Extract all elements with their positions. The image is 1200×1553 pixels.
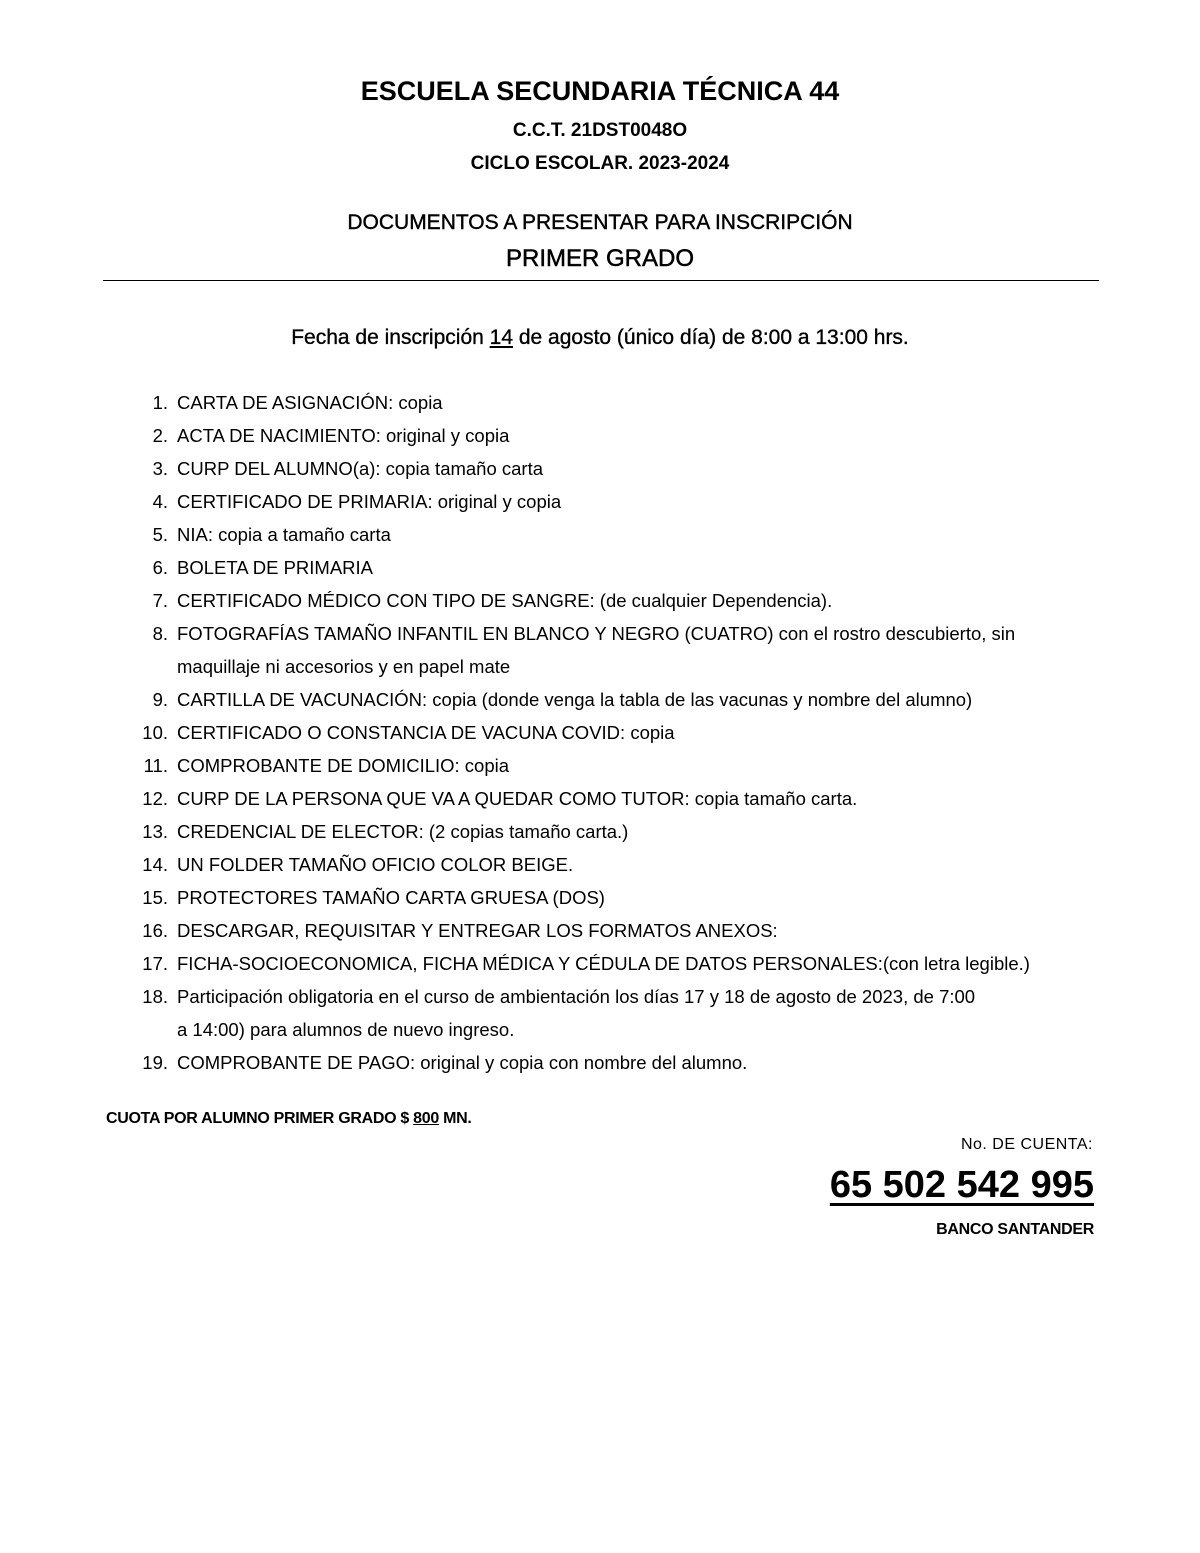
- list-item-number: 10.: [142, 722, 168, 743]
- list-item-text: FOTOGRAFÍAS TAMAÑO INFANTIL EN BLANCO Y NEGRO (CUATRO) con el rostro descubierto, sin: [177, 623, 1016, 644]
- school-name: ESCUELA SECUNDARIA TÉCNICA 44: [360, 76, 840, 106]
- list-item-text: Participación obligatoria en el curso de ambientación los días 17 y 18 de agosto de 2023, de 7:00: [177, 986, 976, 1007]
- fee-prefix: CUOTA POR ALUMNO PRIMER GRADO $: [106, 1110, 414, 1127]
- list-item-text: BOLETA DE PRIMARIA: [177, 557, 374, 578]
- documents-list: [130, 386, 1110, 1079]
- account-label: No. DE CUENTA:: [960, 1136, 1093, 1153]
- list-item-number: 9.: [152, 689, 168, 710]
- list-item-text: DESCARGAR, REQUISITAR Y ENTREGAR LOS FORMATOS ANEXOS:: [177, 920, 778, 941]
- grade-title: PRIMER GRADO: [505, 245, 694, 272]
- list-item-number: 17.: [142, 953, 168, 974]
- list-item-number: 8.: [152, 623, 168, 644]
- list-item: [130, 1046, 1110, 1079]
- account-number: 65 502 542 995: [829, 1164, 1094, 1206]
- list-item-number: 13.: [142, 821, 168, 842]
- list-item-text: COMPROBANTE DE PAGO: original y copia con nombre del alumno.: [177, 1052, 748, 1073]
- registration-date-day: 14: [489, 326, 513, 349]
- list-item-text: CURP DEL ALUMNO(a): copia tamaño carta: [177, 458, 544, 479]
- list-item-text: PROTECTORES TAMAÑO CARTA GRUESA (DOS): [177, 887, 605, 908]
- list-item-text: CREDENCIAL DE ELECTOR: (2 copias tamaño carta.): [177, 821, 629, 842]
- list-item-text-continued: maquillaje ni accesorios y en papel mate: [177, 656, 511, 677]
- registration-date-suffix: de agosto (único día) de 8:00 a 13:00 hrs.: [513, 326, 909, 349]
- fee-line: [106, 1110, 472, 1128]
- list-item: [130, 518, 1110, 551]
- list-item: [130, 980, 1110, 1046]
- bank-name: BANCO SANTANDER: [936, 1221, 1094, 1238]
- list-item-text: COMPROBANTE DE DOMICILIO: copia: [177, 755, 510, 776]
- list-item: [130, 947, 1110, 980]
- list-item-text: CARTA DE ASIGNACIÓN: copia: [177, 392, 443, 413]
- list-item-number: 16.: [142, 920, 168, 941]
- school-cct: C.C.T. 21DST0048O: [512, 120, 688, 141]
- list-item: [130, 683, 1110, 716]
- list-item-number: 5.: [152, 524, 168, 545]
- header-divider: [103, 280, 1099, 281]
- list-item: [130, 386, 1110, 419]
- list-item-text: FICHA-SOCIOECONOMICA, FICHA MÉDICA Y CÉDULA DE DATOS PERSONALES:(con letra legible.): [177, 953, 1030, 974]
- list-item-number: 19.: [142, 1052, 168, 1073]
- list-item: [130, 782, 1110, 815]
- list-item-number: 11.: [143, 755, 168, 776]
- list-item-number: 1.: [152, 392, 168, 413]
- list-item-number: 7.: [152, 590, 168, 611]
- list-item-number: 14.: [142, 854, 168, 875]
- registration-date: [0, 326, 1200, 350]
- list-item: [130, 419, 1110, 452]
- fee-amount: 800: [413, 1110, 439, 1127]
- list-item: [130, 914, 1110, 947]
- list-item-number: 4.: [152, 491, 168, 512]
- list-item: [130, 617, 1110, 683]
- list-item: [130, 485, 1110, 518]
- documents-title: DOCUMENTOS A PRESENTAR PARA INSCRIPCIÓN: [347, 211, 853, 234]
- list-item: [130, 584, 1110, 617]
- list-item-text: CERTIFICADO MÉDICO CON TIPO DE SANGRE: (de cualquier Dependencia).: [177, 590, 833, 611]
- list-item-number: 6.: [152, 557, 168, 578]
- list-item-number: 3.: [152, 458, 168, 479]
- list-item-text: ACTA DE NACIMIENTO: original y copia: [177, 425, 510, 446]
- list-item-text: CERTIFICADO O CONSTANCIA DE VACUNA COVID: copia: [177, 722, 675, 743]
- list-item-text: CURP DE LA PERSONA QUE VA A QUEDAR COMO TUTOR: copia tamaño carta.: [177, 788, 858, 809]
- school-year: CICLO ESCOLAR. 2023-2024: [470, 153, 730, 174]
- list-item: [130, 815, 1110, 848]
- list-item-number: 2.: [152, 425, 168, 446]
- list-item: [130, 848, 1110, 881]
- list-item-text: CARTILLA DE VACUNACIÓN: copia (donde venga la tabla de las vacunas y nombre del alumno): [177, 689, 973, 710]
- list-item-text: NIA: copia a tamaño carta: [177, 524, 391, 545]
- list-item-text: CERTIFICADO DE PRIMARIA: original y copia: [177, 491, 562, 512]
- registration-date-prefix: Fecha de inscripción: [291, 326, 490, 349]
- list-item-number: 18.: [142, 986, 168, 1007]
- list-item-number: 12.: [142, 788, 168, 809]
- list-item: [130, 881, 1110, 914]
- list-item-text-continued: a 14:00) para alumnos de nuevo ingreso.: [177, 1019, 515, 1040]
- list-item: [130, 551, 1110, 584]
- list-item-text: UN FOLDER TAMAÑO OFICIO COLOR BEIGE.: [177, 854, 574, 875]
- list-item-number: 15.: [142, 887, 168, 908]
- fee-suffix: MN.: [438, 1110, 472, 1127]
- list-item: [130, 716, 1110, 749]
- list-item: [130, 749, 1110, 782]
- list-item: [130, 452, 1110, 485]
